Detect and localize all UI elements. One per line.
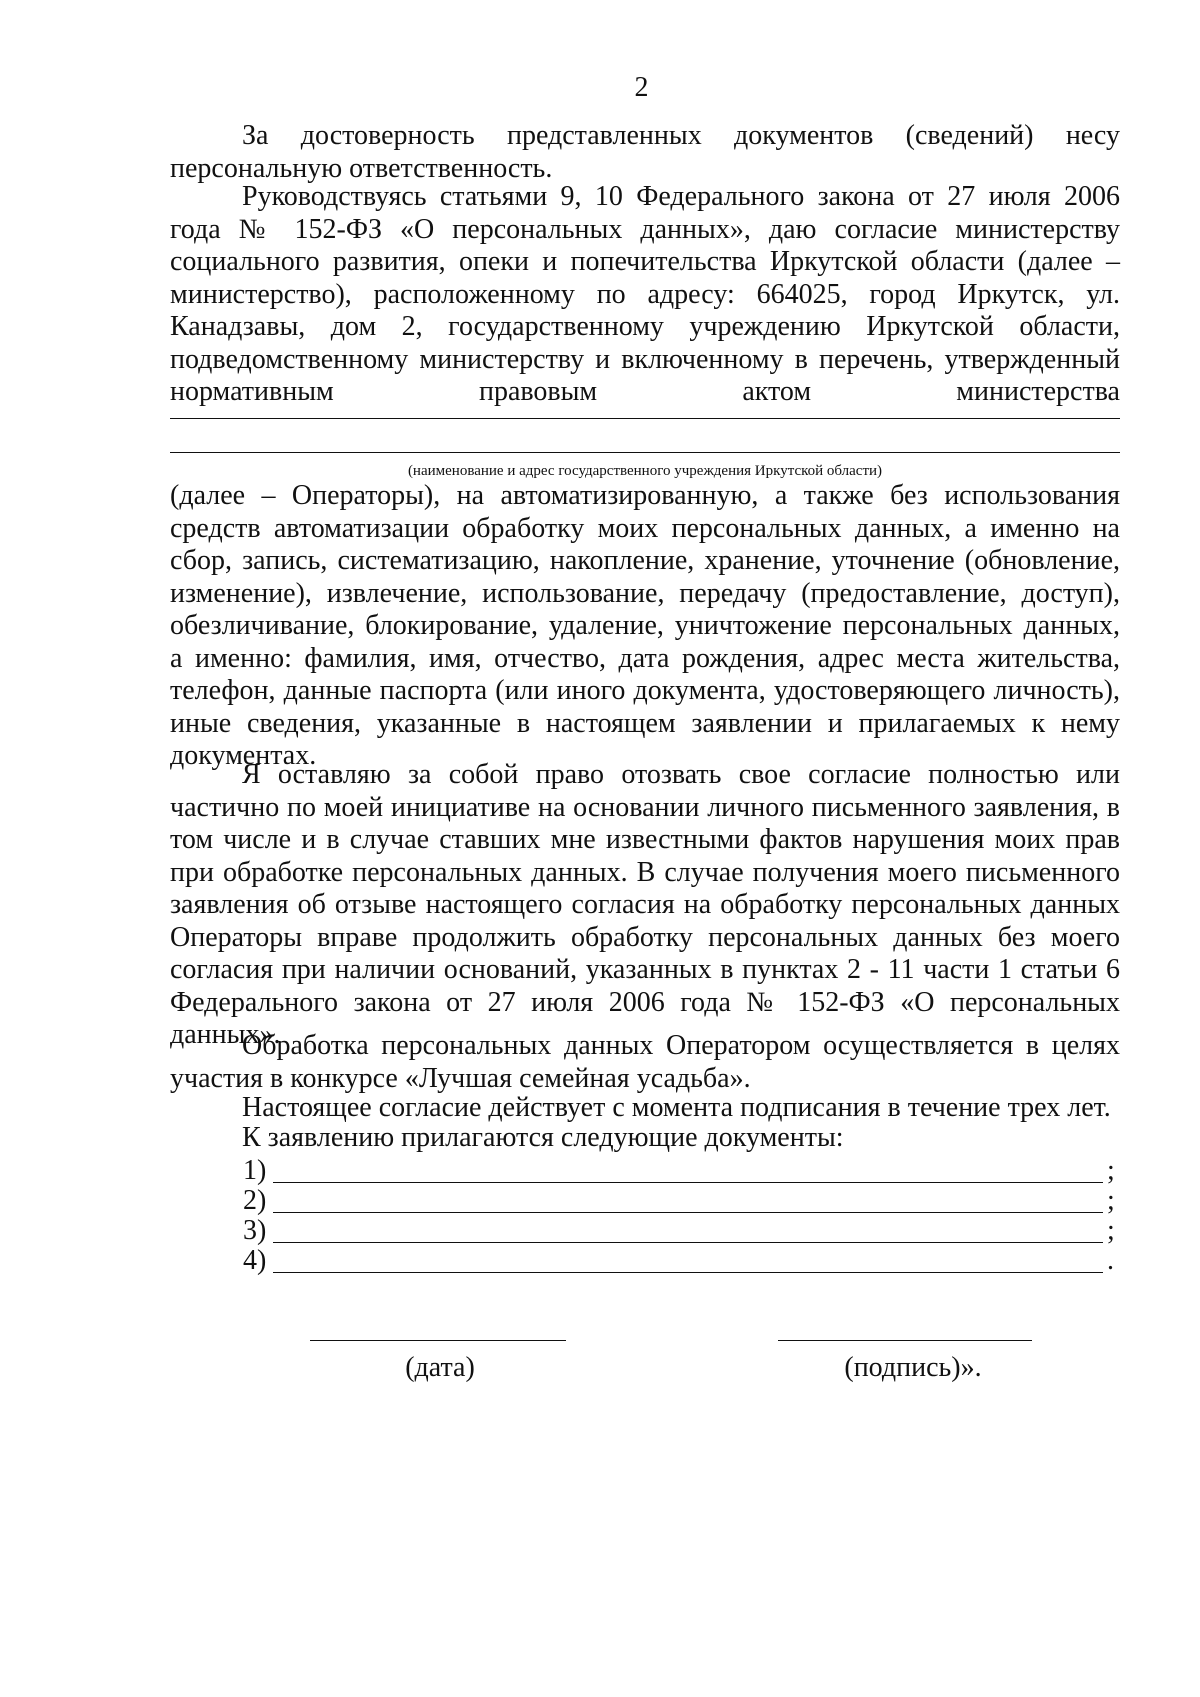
attachment-row <box>243 1215 1123 1247</box>
institution-caption: (наименование и адрес государственного учреждения Иркутской области) <box>407 463 883 479</box>
paragraph-operators: (далее – Операторы), на автоматизированную, а также без использования средств автоматизации обработку моих персональных данных, а именно на сбор, запись, систематизацию, накопление, хранение, уточнение (обновление, изменение), извлечение, использование, передачу (предоставление, доступ), обезличивание, блокирование, удаление, уничтожение персональных данных, а именно: фамилия, имя, отчество, дата рождения, адрес места жительства, телефон, данные паспорта (или иного документа, удостоверяющего личность), иные сведения, указанные в настоящем заявлении и прилагаемых к нему документах. <box>170 480 1120 771</box>
page-number: 2 <box>634 72 649 103</box>
paragraph-attachments-intro: К заявлению прилагаются следующие документы: <box>242 1122 844 1153</box>
attachment-fill-line[interactable] <box>273 1242 1103 1243</box>
attachment-number: 2) <box>243 1185 267 1216</box>
attachment-fill-line[interactable] <box>273 1212 1103 1213</box>
date-fill-line[interactable] <box>310 1340 566 1341</box>
paragraph-consent: Руководствуясь статьями 9, 10 Федерального закона от 27 июля 2006 года № 152-ФЗ «О персональных данных», даю согласие министерству социального развития, опеки и попечительства Иркутской области (далее – министерство), расположенному по адресу: 664025, город Иркутск, ул. Канадзавы, дом 2, государственному учреждению Иркутской области, подведомственному министерству и включенному в перечень, утвержденный нормативным правовым актом министерства <box>170 181 1120 407</box>
attachment-fill-line[interactable] <box>273 1272 1103 1273</box>
attachment-end-mark: ; <box>1107 1185 1115 1216</box>
date-label: (дата) <box>405 1352 475 1383</box>
attachment-end-mark: ; <box>1107 1155 1115 1186</box>
paragraph-responsibility: За достоверность представленных документов (сведений) несу персональную ответственность. <box>170 120 1120 184</box>
attachment-number: 3) <box>243 1215 267 1246</box>
institution-fill-line-2 <box>170 452 1120 453</box>
signature-fill-line[interactable] <box>778 1340 1032 1341</box>
attachment-row <box>243 1185 1123 1217</box>
attachment-end-mark: ; <box>1107 1215 1115 1246</box>
attachment-number: 4) <box>243 1245 267 1276</box>
attachment-fill-line[interactable] <box>273 1182 1103 1183</box>
paragraph-validity: Настоящее согласие действует с момента подписания в течение трех лет. <box>242 1092 1111 1123</box>
paragraph-withdrawal: Я оставляю за собой право отозвать свое согласие полностью или частично по моей инициативе на основании личного письменного заявления, в том числе и в случае ставших мне известными фактов нарушения моих прав при обработке персональных данных. В случае получения моего письменного заявления об отзыве настоящего согласия на обработку персональных данных Операторы вправе продолжить обработку персональных данных без моего согласия при наличии оснований, указанных в пунктах 2 - 11 части 1 статьи 6 Федерального закона от 27 июля 2006 года № 152-ФЗ «О персональных данных». <box>170 759 1120 1050</box>
attachment-end-mark: . <box>1107 1245 1114 1276</box>
attachment-row <box>243 1245 1123 1277</box>
attachment-number: 1) <box>243 1155 267 1186</box>
paragraph-purpose: Обработка персональных данных Оператором осуществляется в целях участия в конкурсе «Лучшая семейная усадьба». <box>170 1030 1120 1094</box>
attachment-row <box>243 1155 1123 1187</box>
signature-label: (подпись)». <box>844 1352 982 1383</box>
institution-fill-line-1 <box>170 418 1120 419</box>
